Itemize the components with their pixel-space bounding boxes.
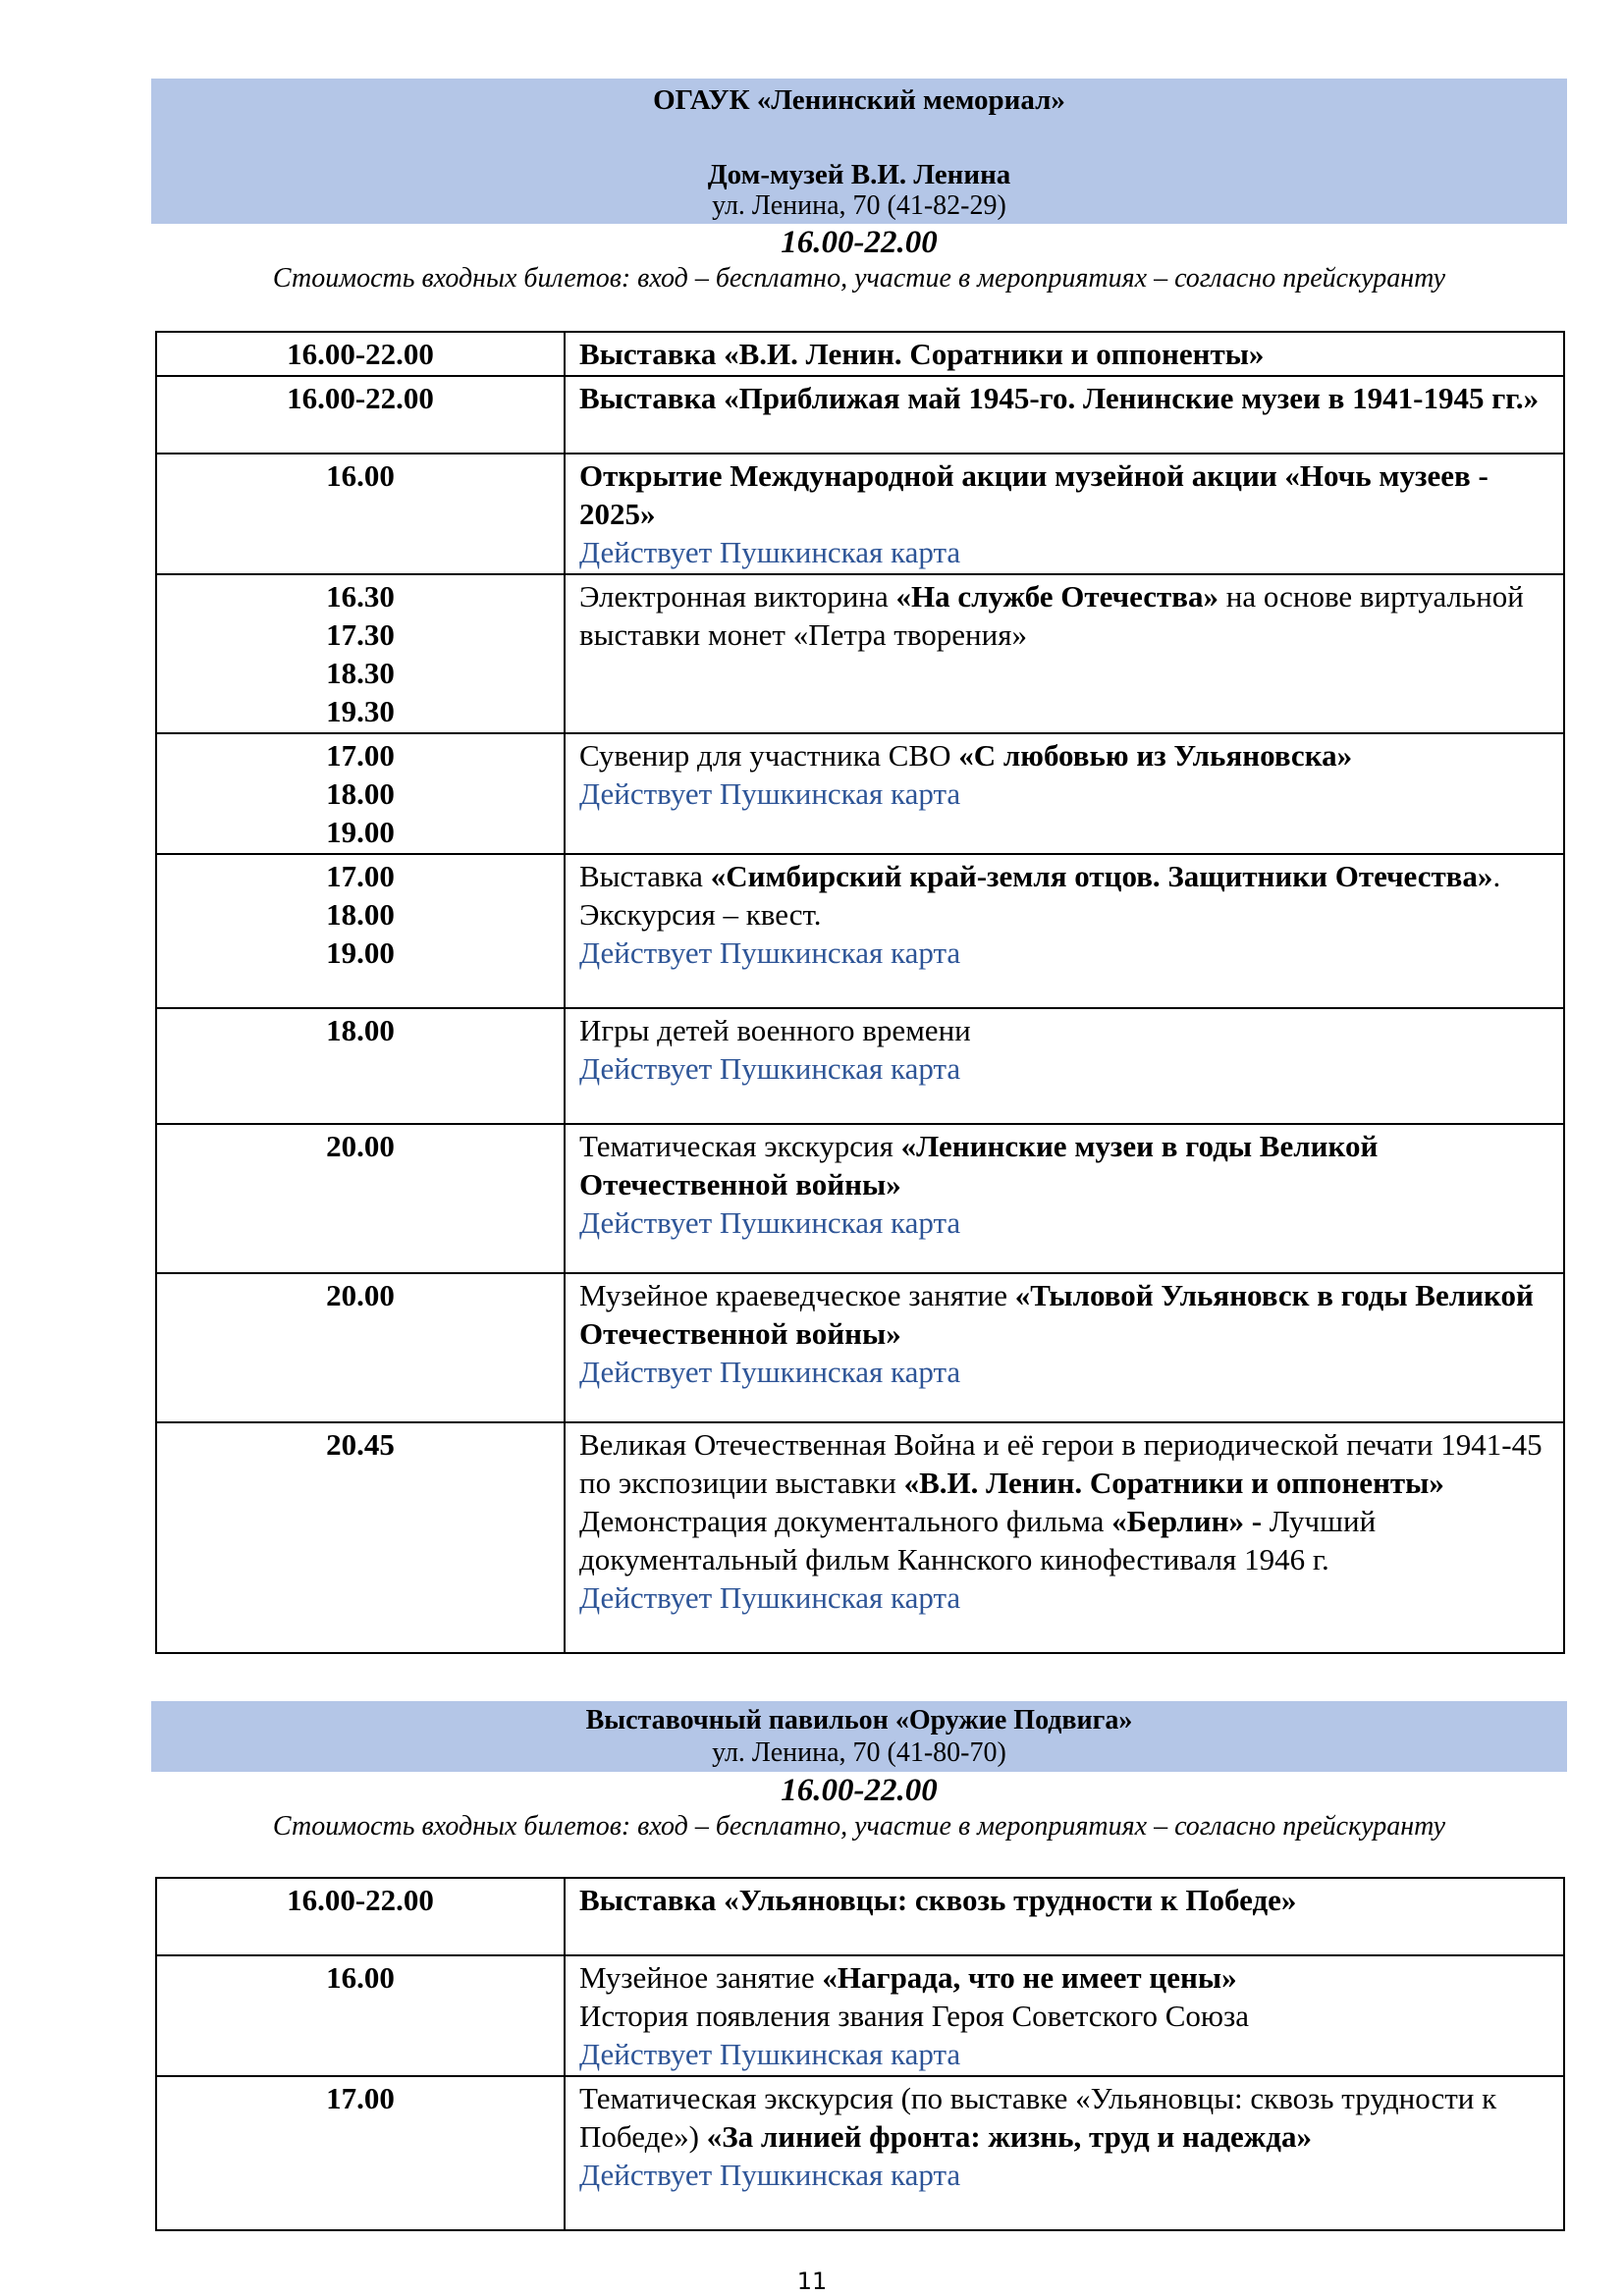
event-description (579, 577, 1553, 654)
event-title: Выставка «В.И. Ленин. Соратники и оппоненты» (579, 337, 1265, 371)
event-text: Тематическая экскурсия (579, 1129, 901, 1163)
event-time-cell (156, 2076, 565, 2230)
event-description-cell (565, 1273, 1564, 1422)
pushkin-card-note: Действует Пушкинская карта (579, 935, 961, 970)
event-time: 16.00-22.00 (287, 337, 434, 371)
event-time: 18.00 (326, 776, 395, 811)
event-description (579, 456, 1553, 533)
event-text: на основе виртуальной выставки монет «Петра творения» (579, 579, 1524, 652)
pushkin-card-note: Действует Пушкинская карта (579, 1205, 961, 1240)
event-time-cell (156, 1273, 565, 1422)
event-description-cell (565, 1955, 1564, 2076)
schedule-table (155, 331, 1565, 1654)
event-description-cell (565, 1878, 1564, 1955)
opening-hours: 16.00-22.00 (781, 1773, 938, 1808)
event-description-cell (565, 854, 1564, 1008)
table-row (156, 454, 1564, 574)
event-description (579, 2079, 1553, 2156)
event-text: Игры детей военного времени (579, 1013, 971, 1047)
event-time-cell (156, 1008, 565, 1124)
schedule-table (155, 1877, 1565, 2231)
event-description (579, 1881, 1553, 1919)
event-time-cell (156, 854, 565, 1008)
table-row (156, 854, 1564, 1008)
event-time: 16.00 (326, 1960, 395, 1995)
event-text: Великая Отечественная Война и её герои в периодической печати 1941-45 по экспозиции выставки (579, 1427, 1543, 1500)
event-description (579, 1958, 1553, 1997)
event-time-cell (156, 376, 565, 454)
event-time-cell (156, 1124, 565, 1273)
event-title: Открытие Международной акции музейной акции «Ночь музеев - 2025» (579, 458, 1489, 531)
table-row (156, 376, 1564, 454)
event-text: Демонстрация документального фильма (579, 1504, 1112, 1538)
venue-address: ул. Ленина, 70 (41-82-29) (712, 190, 1006, 221)
event-time: 19.00 (326, 815, 395, 849)
pushkin-card-note: Действует Пушкинская карта (579, 2158, 961, 2192)
event-description-cell (565, 2076, 1564, 2230)
event-title: «Тыловой Ульяновск в годы Великой Отечественной войны» (579, 1278, 1534, 1351)
event-description (579, 1276, 1553, 1353)
page-number: 11 (796, 2268, 828, 2295)
event-text: История появления звания Героя Советского Союза (579, 1999, 1250, 2033)
event-time-cell (156, 454, 565, 574)
event-description-cell (565, 1422, 1564, 1653)
event-title: «С любовью из Ульяновска» (958, 738, 1353, 773)
event-time: 18.00 (326, 1013, 395, 1047)
event-time: 18.30 (326, 656, 395, 690)
event-time-cell (156, 574, 565, 733)
event-time: 18.00 (326, 897, 395, 932)
opening-hours: 16.00-22.00 (781, 225, 938, 260)
event-description (579, 379, 1553, 417)
event-text: . Экскурсия – квест. (579, 859, 1501, 932)
event-description (579, 1997, 1553, 2035)
event-title: «Награда, что не имеет цены» (822, 1960, 1237, 1995)
table-row (156, 1955, 1564, 2076)
table-row (156, 2076, 1564, 2230)
event-text: Сувенир для участника СВО (579, 738, 959, 773)
table-row (156, 1273, 1564, 1422)
event-text: Лучший документальный фильм Каннского кинофестиваля 1946 г. (579, 1504, 1377, 1576)
event-description (579, 335, 1553, 373)
event-description (579, 1127, 1553, 1203)
event-time-cell (156, 733, 565, 854)
pushkin-card-note: Действует Пушкинская карта (579, 1051, 961, 1086)
pushkin-card-note: Действует Пушкинская карта (579, 1355, 961, 1389)
event-title: Выставка «Ульяновцы: сквозь трудности к Победе» (579, 1883, 1297, 1917)
event-description-cell (565, 733, 1564, 854)
event-time-cell (156, 332, 565, 376)
ticket-price-note: Стоимость входных билетов: вход – бесплатно, участие в мероприятиях – согласно прейскуранту (272, 263, 1446, 294)
event-description-cell (565, 376, 1564, 454)
event-time: 16.00-22.00 (287, 1883, 434, 1917)
ticket-price-note: Стоимость входных билетов: вход – бесплатно, участие в мероприятиях – согласно прейскуранту (272, 1811, 1446, 1842)
pushkin-card-note: Действует Пушкинская карта (579, 1580, 961, 1615)
venue-title: Дом-музей В.И. Ленина (707, 159, 1011, 190)
event-time: 20.00 (326, 1278, 395, 1312)
event-time: 17.30 (326, 617, 395, 652)
event-time: 17.00 (326, 738, 395, 773)
event-description (579, 1011, 1553, 1049)
event-description (579, 1425, 1553, 1502)
venue-address: ул. Ленина, 70 (41-80-70) (712, 1737, 1006, 1768)
event-text: Выставка (579, 859, 711, 893)
table-row (156, 1008, 1564, 1124)
event-description-cell (565, 1124, 1564, 1273)
event-time-cell (156, 1878, 565, 1955)
table-row (156, 1422, 1564, 1653)
event-title: «Симбирский край-земля отцов. Защитники Отечества» (710, 859, 1493, 893)
event-time: 20.45 (326, 1427, 395, 1462)
event-description (579, 736, 1553, 774)
table-row (156, 1878, 1564, 1955)
event-text: Электронная викторина (579, 579, 896, 614)
event-title: Выставка «Приближая май 1945-го. Ленинские музеи в 1941-1945 гг.» (579, 381, 1540, 415)
event-title: «Ленинские музеи в годы Великой Отечественной войны» (579, 1129, 1379, 1201)
table-row (156, 1124, 1564, 1273)
event-description-cell (565, 332, 1564, 376)
event-time-cell (156, 1955, 565, 2076)
event-time-cell (156, 1422, 565, 1653)
event-time: 17.00 (326, 2081, 395, 2115)
table-row (156, 332, 1564, 376)
event-time: 16.00 (326, 458, 395, 493)
event-title: «Берлин» - (1111, 1504, 1263, 1538)
event-text: Музейное занятие (579, 1960, 823, 1995)
event-description (579, 1502, 1553, 1578)
event-description-cell (565, 1008, 1564, 1124)
event-title: «На службе Отечества» (895, 579, 1218, 614)
event-text: Тематическая экскурсия (по выставке «Ульяновцы: сквозь трудности к Победе») (579, 2081, 1497, 2154)
pushkin-card-note: Действует Пушкинская карта (579, 776, 961, 811)
event-description (579, 857, 1553, 934)
event-text: Музейное краеведческое занятие (579, 1278, 1015, 1312)
event-title: «За линией фронта: жизнь, труд и надежда» (706, 2119, 1312, 2154)
pushkin-card-note: Действует Пушкинская карта (579, 2037, 961, 2071)
event-time: 20.00 (326, 1129, 395, 1163)
event-time: 19.30 (326, 694, 395, 728)
event-time: 16.30 (326, 579, 395, 614)
event-description-cell (565, 454, 1564, 574)
table-row (156, 733, 1564, 854)
event-time: 19.00 (326, 935, 395, 970)
event-time: 16.00-22.00 (287, 381, 434, 415)
event-description-cell (565, 574, 1564, 733)
pushkin-card-note: Действует Пушкинская карта (579, 535, 961, 569)
event-time: 17.00 (326, 859, 395, 893)
event-title: «В.И. Ленин. Соратники и оппоненты» (903, 1466, 1444, 1500)
organization-title: ОГАУК «Ленинский мемориал» (653, 84, 1065, 116)
table-row (156, 574, 1564, 733)
venue-title: Выставочный павильон «Оружие Подвига» (585, 1705, 1133, 1735)
